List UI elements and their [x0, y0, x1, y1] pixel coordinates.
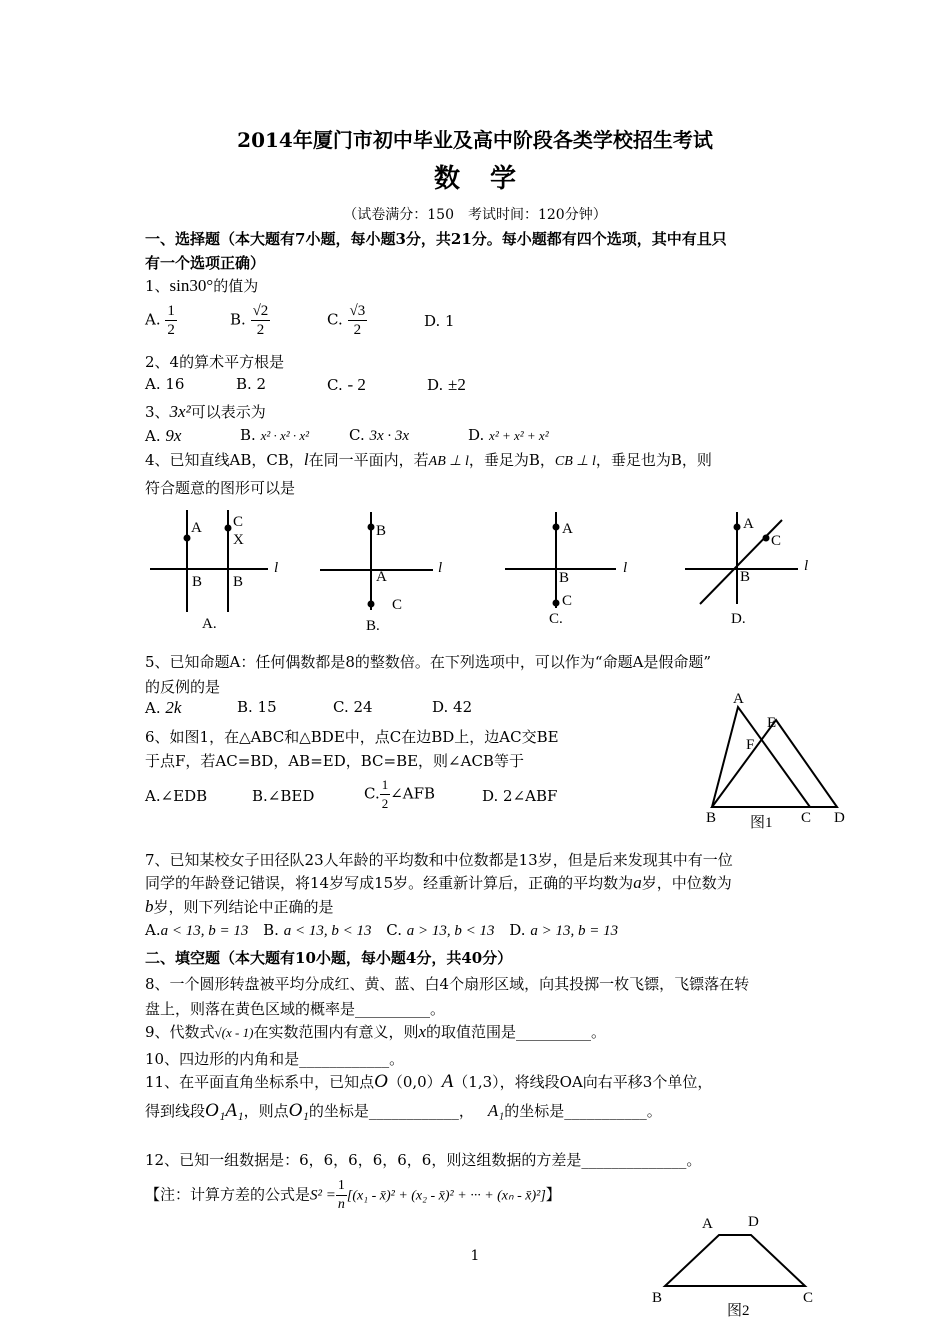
section1-heading-cont: 有一个选项正确）	[145, 254, 266, 272]
q4-figure-c	[505, 512, 627, 627]
q9-text-b: 在实数范围内有意义，则	[253, 1023, 419, 1041]
fig-b-label-l: l	[438, 560, 443, 576]
fig-b-label-a: A	[376, 569, 387, 585]
q9-text-a: 9、代数式	[145, 1023, 215, 1041]
fig2-label-b: B	[652, 1290, 663, 1306]
fig1-label-f: F	[746, 737, 755, 753]
fig-c-label-l: l	[623, 560, 628, 576]
q7-var-b: b	[145, 897, 154, 916]
q3-prefix: 3、	[145, 403, 170, 421]
fig1-label-e: E	[767, 715, 777, 731]
fig1-caption: 图1	[750, 815, 773, 831]
fig-c-caption: C.	[549, 611, 563, 627]
question-6-stem: 6、如图1，在△ABC和△BDE中，点C在边BD上，边AC交BE	[145, 728, 559, 746]
q1-a-den: 2	[167, 322, 175, 338]
q5-option-c: C. 24	[333, 698, 373, 716]
fig-b-caption: B.	[366, 618, 380, 634]
q6-option-a: A.∠EDB	[145, 787, 208, 805]
q3-b-label: B.	[240, 426, 256, 444]
fig-b-label-b: B	[376, 523, 387, 539]
q3-option-c	[349, 426, 409, 445]
q4-text-c: ，垂足为B，	[468, 451, 555, 469]
question-7-stem-cont2	[145, 896, 334, 917]
fig1-label-d: D	[834, 810, 845, 826]
q7-c-value: a > 13, b < 13	[406, 923, 495, 939]
q11-text-b: ，将线段OA向右平移3个单位，	[499, 1073, 713, 1091]
q7-b-label: B.	[263, 921, 279, 939]
q1-b-label: B.	[230, 310, 246, 329]
q9-text-c: 的取值范围是__________。	[426, 1023, 607, 1041]
q3-option-d	[468, 426, 549, 444]
q11-coord-o: （0,0）	[387, 1073, 442, 1091]
q4-expr-ab: AB ⊥ l	[428, 454, 469, 469]
q3-c-label: C.	[349, 426, 365, 444]
q5-option-a	[145, 698, 181, 718]
fig2-caption: 图2	[727, 1303, 750, 1319]
q7-a-label: A.	[145, 921, 161, 939]
fig-c-label-a: A	[562, 521, 573, 537]
subject-title: 数学	[433, 164, 546, 194]
question-6-stem-cont: 于点F，若AC=BD，AB=ED，BC=BE，则∠ACB等于	[145, 752, 524, 770]
fig1-label-a: A	[733, 691, 744, 707]
q7-d-value: a > 13, b = 13	[530, 923, 619, 939]
q11-point-a: A	[441, 1071, 454, 1092]
exam-info: （试卷满分：150 考试时间：120分钟）	[343, 207, 607, 223]
q2-c-label: C.	[327, 376, 343, 394]
q1-prefix: 1、	[145, 277, 170, 295]
q4-figure-a	[150, 510, 278, 632]
q7-text-a: 同学的年龄登记错误，将14岁写成15岁。经重新计算后，正确的平均数为	[145, 874, 634, 892]
fig2-label-c: C	[803, 1290, 814, 1306]
q2-c-value: - 2	[347, 375, 366, 394]
q1-b-num: √2	[252, 303, 269, 319]
fig-d-label-c: C	[771, 533, 782, 549]
fig-b-label-c: C	[392, 597, 403, 613]
question-3-stem	[145, 401, 266, 422]
q7-d-label: D.	[509, 921, 526, 939]
q1-option-d: D. 1	[424, 312, 455, 330]
fig-d-label-a: A	[743, 516, 754, 532]
q2-option-b: B. 2	[236, 375, 267, 393]
page-number: 1	[470, 1248, 480, 1264]
q3-d-value: x² + x² + x²	[489, 428, 549, 443]
q11-text-a: 11、在平面直角坐标系中，已知点	[145, 1073, 375, 1091]
question-7-stem: 7、已知某校女子田径队23人年龄的平均数和中位数都是13岁，但是后来发现其中有一位	[145, 851, 733, 869]
q3-d-label: D.	[468, 426, 485, 444]
q3-suffix: 可以表示为	[190, 403, 266, 421]
fig-c-label-b: B	[559, 570, 570, 586]
q6-option-d: D. 2∠ABF	[482, 787, 558, 805]
q9-expr: √(x - 1)	[214, 1025, 254, 1040]
q6-c-den: 2	[381, 796, 389, 811]
question-8-stem: 8、一个圆形转盘被平均分成红、黄、蓝、白4个扇形区域，向其投掷一枚飞镖，飞镖落在转	[145, 975, 750, 993]
question-1-stem	[145, 275, 258, 296]
fig-a-label-b2: B	[233, 574, 244, 590]
q11-text-c: 得到线段	[145, 1102, 206, 1120]
q2-d-value: ±2	[448, 375, 466, 394]
q1-a-label: A.	[145, 310, 161, 329]
q3-expr: 3x²	[169, 402, 191, 421]
q3-option-a	[145, 426, 181, 446]
q3-option-b	[240, 426, 309, 444]
q3-b-value: x² · x² · x²	[260, 428, 310, 443]
section1-heading: 一、选择题（本大题有7小题，每小题3分，共21分。每小题都有四个选项，其中有且只	[145, 230, 727, 248]
q4-text-b: 在同一平面内，若	[308, 451, 429, 469]
q1-a-fraction	[165, 302, 177, 339]
q1-option-a	[145, 302, 177, 339]
q1-option-b	[230, 302, 270, 339]
question-10-stem: 10、四边形的内角和是____________。	[145, 1050, 405, 1068]
fig-a-label-c: C	[233, 514, 244, 530]
q3-a-label: A.	[145, 427, 161, 445]
q5-option-b: B. 15	[237, 698, 277, 716]
fig2-label-a: A	[702, 1216, 713, 1232]
fig-a-label-a: A	[191, 520, 202, 536]
q11-segment-o1a1: O₁A₁	[205, 1100, 244, 1121]
fig-a-caption: A.	[202, 616, 217, 632]
q4-figure-b	[320, 512, 442, 634]
q7-a-value: a < 13, b = 13	[160, 923, 249, 939]
figure-1	[700, 685, 860, 835]
q11-coord-a: （1,3）	[453, 1073, 500, 1091]
q12-formula-den: n	[337, 1197, 345, 1212]
figure-2	[645, 1210, 830, 1335]
q4-text-a: 4、已知直线AB，CB，	[145, 451, 304, 469]
q12-note	[145, 1177, 561, 1214]
question-9-stem	[145, 1021, 606, 1042]
q2-option-d	[427, 375, 466, 395]
fig-a-label-b1: B	[192, 574, 203, 590]
q12-formula-fraction	[336, 1177, 347, 1214]
q11-point-a1: A₁	[487, 1101, 505, 1120]
question-4-stem	[145, 449, 712, 470]
section2-heading: 二、填空题（本大题有10小题，每小题4分，共40分）	[145, 949, 513, 967]
question-11-stem-cont	[145, 1100, 662, 1122]
exam-title: 2014年厦门市初中毕业及高中阶段各类学校招生考试	[237, 128, 713, 152]
q5-a-label: A.	[145, 699, 161, 717]
q7-var-a: a	[633, 873, 642, 892]
q5-option-d: D. 42	[432, 698, 473, 716]
q7-options	[145, 921, 618, 940]
q6-option-b: B.∠BED	[252, 787, 315, 805]
q1-c-fraction	[348, 302, 368, 339]
q4-figure-d	[685, 512, 808, 627]
fig-d-caption: D.	[731, 611, 746, 627]
q4-expr-cb: CB ⊥ l	[554, 454, 596, 469]
q9-var-x: x	[418, 1022, 427, 1041]
q11-text-d: ，则点	[243, 1102, 289, 1120]
q1-b-den: 2	[256, 322, 265, 338]
q7-text-c: 岁，则下列结论中正确的是	[153, 898, 334, 916]
q1-c-den: 2	[353, 322, 362, 338]
q11-point-o1: O₁	[288, 1100, 309, 1121]
fig-c-label-c: C	[562, 593, 573, 609]
question-12-stem: 12、已知一组数据是：6，6，6，6，6，6，则这组数据的方差是______________。	[145, 1151, 702, 1169]
q7-c-label: C.	[386, 921, 402, 939]
fig1-label-b: B	[706, 810, 717, 826]
q4-text-d: ，垂足也为B，则	[595, 451, 712, 469]
question-2-stem: 2、4的算术平方根是	[145, 353, 285, 371]
q2-d-label: D.	[427, 376, 444, 394]
q1-suffix: 的值为	[213, 277, 259, 295]
q6-c-value: ∠AFB	[390, 784, 436, 803]
q6-option-c	[364, 776, 435, 813]
q7-b-value: a < 13, b < 13	[283, 923, 372, 939]
q3-c-value: 3x · 3x	[369, 428, 410, 444]
q7-text-b: 岁，中位数为	[641, 874, 732, 892]
fig-d-label-l: l	[804, 558, 809, 574]
q1-c-label: C.	[327, 310, 343, 329]
question-7-stem-cont	[145, 872, 732, 893]
q1-expr: sin30°	[169, 276, 214, 295]
question-5-stem-cont: 的反例的是	[145, 678, 221, 696]
q6-c-label: C.	[364, 784, 380, 803]
q11-point-o: O	[374, 1071, 388, 1092]
q3-a-value: 9x	[165, 426, 182, 445]
q6-c-fraction	[380, 776, 391, 813]
question-11-stem	[145, 1071, 712, 1093]
question-5-stem: 5、已知命题A：任何偶数都是8的整数倍。在下列选项中，可以作为“命题A是假命题”	[145, 653, 712, 671]
q12-formula-lhs: S² =	[310, 1187, 336, 1204]
q12-note-text: 【注：计算方差的公式是	[145, 1185, 311, 1204]
q12-note-close: 】	[545, 1185, 561, 1204]
q12-formula-num: 1	[336, 1177, 347, 1196]
q1-a-num: 1	[167, 303, 175, 319]
fig1-label-c: C	[801, 810, 812, 826]
question-8-stem-cont: 盘上，则落在黄色区域的概率是__________。	[145, 1000, 446, 1018]
q5-a-value: 2k	[165, 698, 182, 717]
fig-a-label-l: l	[274, 560, 279, 576]
q4-figures	[140, 500, 840, 640]
q2-option-a: A. 16	[145, 375, 185, 393]
q11-text-f: 的坐标是___________。	[504, 1102, 662, 1120]
q11-text-e: 的坐标是____________，	[308, 1102, 474, 1120]
q1-c-num: √3	[349, 303, 366, 319]
q2-option-c	[327, 375, 366, 395]
q1-b-fraction	[251, 302, 271, 339]
fig2-label-d: D	[748, 1214, 759, 1230]
q12-formula-rhs: [(x₁ - x̄)² + (x₂ - x̄)² + ··· + (xₙ - x̄)²]	[346, 1188, 546, 1204]
fig-a-label-x: X	[233, 532, 244, 548]
question-4-stem-cont: 符合题意的图形可以是	[145, 479, 296, 497]
q1-option-c	[327, 302, 367, 339]
q6-c-num: 1	[380, 776, 391, 795]
fig-d-label-b: B	[740, 569, 751, 585]
q4-line-l: l	[303, 450, 309, 469]
